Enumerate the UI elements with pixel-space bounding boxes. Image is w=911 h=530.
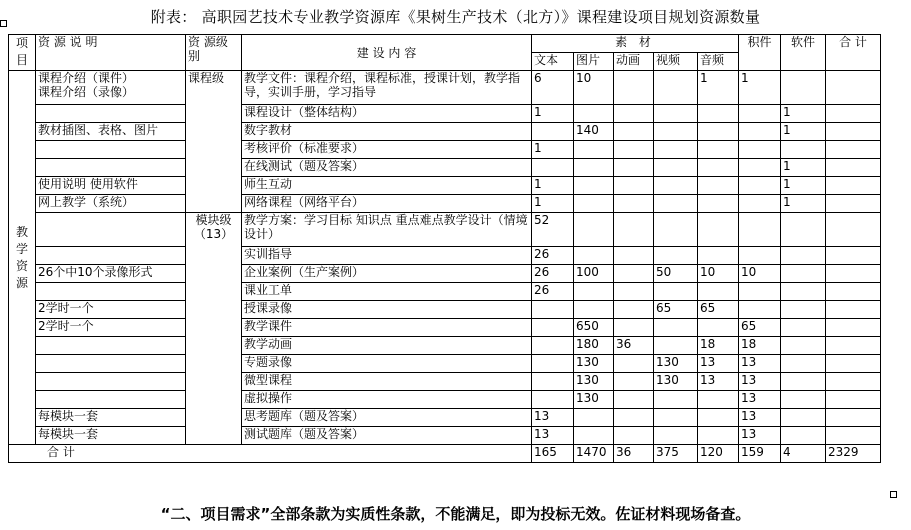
material-anim-cell — [614, 177, 654, 195]
material-anim-cell — [614, 141, 654, 159]
resource-desc-cell — [36, 159, 186, 177]
soft-cell — [781, 427, 826, 445]
material-anim-cell — [614, 283, 654, 301]
total-cell — [826, 195, 881, 213]
soft-cell — [781, 355, 826, 373]
material-text-cell — [532, 337, 574, 355]
material-image-cell: 130 — [574, 391, 614, 409]
material-anim-cell — [614, 355, 654, 373]
material-video-cell: 130 — [654, 373, 698, 391]
resource-desc-cell — [36, 141, 186, 159]
material-image-cell — [574, 141, 614, 159]
material-text-cell — [532, 159, 574, 177]
material-video-cell: 130 — [654, 355, 698, 373]
resource-desc-cell: 每模块一套 — [36, 427, 186, 445]
total-cell — [826, 355, 881, 373]
resource-desc-cell — [36, 247, 186, 265]
ware-cell: 13 — [739, 427, 781, 445]
material-text-cell — [532, 301, 574, 319]
soft-cell — [781, 409, 826, 427]
material-audio-cell — [698, 195, 739, 213]
resource-desc-cell — [36, 355, 186, 373]
soft-cell: 1 — [781, 159, 826, 177]
content-cell: 课业工单 — [242, 283, 532, 301]
content-cell: 教学方案：学习目标 知识点 重点难点教学设计（情境设计） — [242, 213, 532, 247]
material-image-cell — [574, 427, 614, 445]
header-software: 软件 — [781, 35, 826, 71]
content-cell: 教学动画 — [242, 337, 532, 355]
resource-desc-cell — [36, 373, 186, 391]
material-text-cell: 1 — [532, 141, 574, 159]
material-video-cell — [654, 177, 698, 195]
content-cell: 虚拟操作 — [242, 391, 532, 409]
material-audio-cell: 13 — [698, 355, 739, 373]
material-audio-cell — [698, 283, 739, 301]
total-cell — [826, 71, 881, 105]
material-text-cell — [532, 355, 574, 373]
material-image-cell: 140 — [574, 123, 614, 141]
material-audio-cell — [698, 319, 739, 337]
content-cell: 企业案例（生产案例） — [242, 265, 532, 283]
material-image-cell: 130 — [574, 355, 614, 373]
material-image-cell — [574, 105, 614, 123]
soft-cell — [781, 283, 826, 301]
table-row — [9, 195, 881, 213]
material-image-cell — [574, 159, 614, 177]
material-text-cell — [532, 373, 574, 391]
table-row — [9, 283, 881, 301]
ware-cell — [739, 213, 781, 247]
header-courseware: 积件 — [739, 35, 781, 71]
level-module-cell: 模块级（13） — [186, 213, 242, 445]
header-audio: 音频 — [698, 53, 739, 71]
ware-cell: 18 — [739, 337, 781, 355]
content-cell: 网络课程（网络平台） — [242, 195, 532, 213]
material-anim-cell — [614, 265, 654, 283]
soft-cell: 1 — [781, 123, 826, 141]
table-row — [9, 159, 881, 177]
ware-cell — [739, 159, 781, 177]
material-audio-cell — [698, 159, 739, 177]
table-row — [9, 355, 881, 373]
material-image-cell: 100 — [574, 265, 614, 283]
ware-cell — [739, 105, 781, 123]
material-image-cell: 650 — [574, 319, 614, 337]
header-image: 图片 — [574, 53, 614, 71]
total-cell — [826, 247, 881, 265]
header-content: 建 设 内 容 — [242, 35, 532, 71]
material-text-cell: 52 — [532, 213, 574, 247]
soft-cell — [781, 265, 826, 283]
total-cell — [826, 141, 881, 159]
header-text: 文本 — [532, 53, 574, 71]
content-cell: 实训指导 — [242, 247, 532, 265]
resource-desc-cell — [36, 337, 186, 355]
header-resource-desc: 资 源 说 明 — [36, 35, 186, 71]
totals-label: 合 计 — [9, 445, 532, 463]
table-row — [9, 409, 881, 427]
total-cell — [826, 213, 881, 247]
material-video-cell: 65 — [654, 301, 698, 319]
material-audio-cell — [698, 213, 739, 247]
resource-desc-cell — [36, 213, 186, 247]
footer-note: “二、项目需求”全部条款为实质性条款，不能满足，即为投标无效。佐证材料现场备查。 — [160, 505, 751, 523]
table-row — [9, 337, 881, 355]
table-row — [9, 427, 881, 445]
material-video-cell — [654, 123, 698, 141]
resource-desc-cell: 网上教学（系统） — [36, 195, 186, 213]
total-cell — [826, 159, 881, 177]
content-cell: 课程设计（整体结构） — [242, 105, 532, 123]
material-image-cell — [574, 195, 614, 213]
material-audio-cell: 18 — [698, 337, 739, 355]
content-cell: 微型课程 — [242, 373, 532, 391]
total-cell — [826, 301, 881, 319]
material-video-cell — [654, 141, 698, 159]
material-anim-cell — [614, 71, 654, 105]
table-row — [9, 247, 881, 265]
material-text-cell — [532, 123, 574, 141]
header-video: 视频 — [654, 53, 698, 71]
content-cell: 教学课件 — [242, 319, 532, 337]
soft-cell — [781, 373, 826, 391]
header-total: 合 计 — [826, 35, 881, 71]
content-cell: 师生互动 — [242, 177, 532, 195]
level-course-cell: 课程级 — [186, 71, 242, 213]
table-row — [9, 319, 881, 337]
ware-cell — [739, 283, 781, 301]
ware-cell — [739, 195, 781, 213]
material-image-cell: 10 — [574, 71, 614, 105]
material-video-cell — [654, 391, 698, 409]
total-cell — [826, 337, 881, 355]
total-ware-cell: 159 — [739, 445, 781, 463]
total-cell — [826, 373, 881, 391]
total-cell — [826, 427, 881, 445]
page-title: 附表： 高职园艺技术专业教学资源库《果树生产技术（北方）》课程建设项目规划资源数量 — [150, 8, 761, 26]
material-anim-cell — [614, 123, 654, 141]
material-anim-cell — [614, 195, 654, 213]
header-project: 项目 — [9, 35, 36, 71]
material-video-cell — [654, 409, 698, 427]
material-audio-cell — [698, 177, 739, 195]
soft-cell — [781, 337, 826, 355]
soft-cell — [781, 391, 826, 409]
material-text-cell: 1 — [532, 195, 574, 213]
resource-table — [8, 34, 881, 463]
resource-desc-cell — [36, 283, 186, 301]
table-row — [9, 391, 881, 409]
material-video-cell — [654, 319, 698, 337]
material-text-cell: 26 — [532, 247, 574, 265]
material-anim-cell — [614, 247, 654, 265]
ware-cell — [739, 141, 781, 159]
soft-cell — [781, 213, 826, 247]
material-image-cell — [574, 283, 614, 301]
material-anim-cell — [614, 105, 654, 123]
material-video-cell — [654, 337, 698, 355]
material-image-cell — [574, 301, 614, 319]
material-anim-cell — [614, 159, 654, 177]
content-cell: 在线测试（题及答案） — [242, 159, 532, 177]
total-cell — [826, 265, 881, 283]
material-audio-cell — [698, 409, 739, 427]
content-cell: 专题录像 — [242, 355, 532, 373]
resource-desc-cell: 2学时一个 — [36, 319, 186, 337]
header-animation: 动画 — [614, 53, 654, 71]
table-row — [9, 141, 881, 159]
ware-cell: 13 — [739, 391, 781, 409]
total-cell — [826, 283, 881, 301]
material-video-cell — [654, 195, 698, 213]
material-video-cell — [654, 71, 698, 105]
soft-cell — [781, 319, 826, 337]
content-cell: 教学文件：课程介绍，课程标准，授课计划，教学指导，实训手册，学习指导 — [242, 71, 532, 105]
total-cell — [826, 123, 881, 141]
material-audio-cell: 13 — [698, 373, 739, 391]
ware-cell: 10 — [739, 265, 781, 283]
material-anim-cell — [614, 213, 654, 247]
resource-desc-cell: 使用说明 使用软件 — [36, 177, 186, 195]
total-text-cell: 165 — [532, 445, 574, 463]
material-text-cell: 26 — [532, 265, 574, 283]
material-text-cell: 6 — [532, 71, 574, 105]
table-row — [9, 123, 881, 141]
total-cell — [826, 409, 881, 427]
material-text-cell: 1 — [532, 177, 574, 195]
material-audio-cell — [698, 105, 739, 123]
total-cell — [826, 177, 881, 195]
material-video-cell — [654, 283, 698, 301]
table-row — [9, 265, 881, 283]
material-text-cell — [532, 319, 574, 337]
total-anim-cell: 36 — [614, 445, 654, 463]
total-cell — [826, 391, 881, 409]
material-audio-cell — [698, 141, 739, 159]
soft-cell — [781, 71, 826, 105]
material-image-cell: 130 — [574, 373, 614, 391]
material-video-cell: 50 — [654, 265, 698, 283]
material-anim-cell — [614, 427, 654, 445]
total-soft-cell: 4 — [781, 445, 826, 463]
ware-cell: 65 — [739, 319, 781, 337]
material-video-cell — [654, 427, 698, 445]
material-video-cell — [654, 213, 698, 247]
table-end-mark — [890, 491, 897, 498]
ware-cell — [739, 177, 781, 195]
material-video-cell — [654, 159, 698, 177]
material-audio-cell — [698, 123, 739, 141]
material-text-cell: 26 — [532, 283, 574, 301]
content-cell: 数字教材 — [242, 123, 532, 141]
category-cell: 教学资源 — [9, 71, 36, 445]
ware-cell — [739, 301, 781, 319]
soft-cell — [781, 247, 826, 265]
resource-desc-cell: 26个中10个录像形式 — [36, 265, 186, 283]
ware-cell — [739, 247, 781, 265]
material-video-cell — [654, 247, 698, 265]
material-image-cell: 180 — [574, 337, 614, 355]
table-row — [9, 105, 881, 123]
material-audio-cell — [698, 247, 739, 265]
ware-cell — [739, 123, 781, 141]
table-row — [9, 71, 881, 105]
soft-cell — [781, 141, 826, 159]
content-cell: 测试题库（题及答案） — [242, 427, 532, 445]
soft-cell — [781, 301, 826, 319]
material-image-cell — [574, 213, 614, 247]
content-cell: 思考题库（题及答案） — [242, 409, 532, 427]
material-audio-cell: 1 — [698, 71, 739, 105]
totals-row — [9, 445, 881, 463]
soft-cell: 1 — [781, 195, 826, 213]
total-video-cell: 375 — [654, 445, 698, 463]
material-anim-cell — [614, 373, 654, 391]
resource-desc-cell: 2学时一个 — [36, 301, 186, 319]
material-image-cell — [574, 247, 614, 265]
total-cell — [826, 105, 881, 123]
material-text-cell — [532, 391, 574, 409]
resource-desc-cell — [36, 391, 186, 409]
table-row — [9, 177, 881, 195]
resource-desc-cell: 每模块一套 — [36, 409, 186, 427]
ware-cell: 1 — [739, 71, 781, 105]
soft-cell: 1 — [781, 105, 826, 123]
material-anim-cell — [614, 391, 654, 409]
header-resource-level: 资 源级 别 — [186, 35, 242, 71]
content-cell: 考核评价（标准要求） — [242, 141, 532, 159]
total-cell — [826, 319, 881, 337]
material-audio-cell: 65 — [698, 301, 739, 319]
material-image-cell — [574, 177, 614, 195]
material-text-cell: 1 — [532, 105, 574, 123]
ware-cell: 13 — [739, 409, 781, 427]
header-material: 素 材 — [532, 35, 739, 53]
material-anim-cell — [614, 319, 654, 337]
table-row — [9, 301, 881, 319]
material-text-cell: 13 — [532, 427, 574, 445]
resource-desc-cell: 课程介绍（课件） 课程介绍（录像） — [36, 71, 186, 105]
total-image-cell: 1470 — [574, 445, 614, 463]
resource-desc-cell — [36, 105, 186, 123]
ware-cell: 13 — [739, 355, 781, 373]
material-anim-cell — [614, 301, 654, 319]
material-audio-cell: 10 — [698, 265, 739, 283]
material-audio-cell — [698, 391, 739, 409]
resource-desc-cell: 教材插图、表格、图片 — [36, 123, 186, 141]
total-total-cell: 2329 — [826, 445, 881, 463]
table-row — [9, 373, 881, 391]
soft-cell: 1 — [781, 177, 826, 195]
material-text-cell: 13 — [532, 409, 574, 427]
material-image-cell — [574, 409, 614, 427]
material-anim-cell — [614, 409, 654, 427]
material-video-cell — [654, 105, 698, 123]
total-audio-cell: 120 — [698, 445, 739, 463]
ware-cell: 13 — [739, 373, 781, 391]
material-anim-cell: 36 — [614, 337, 654, 355]
content-cell: 授课录像 — [242, 301, 532, 319]
material-audio-cell — [698, 427, 739, 445]
table-row — [9, 213, 881, 247]
